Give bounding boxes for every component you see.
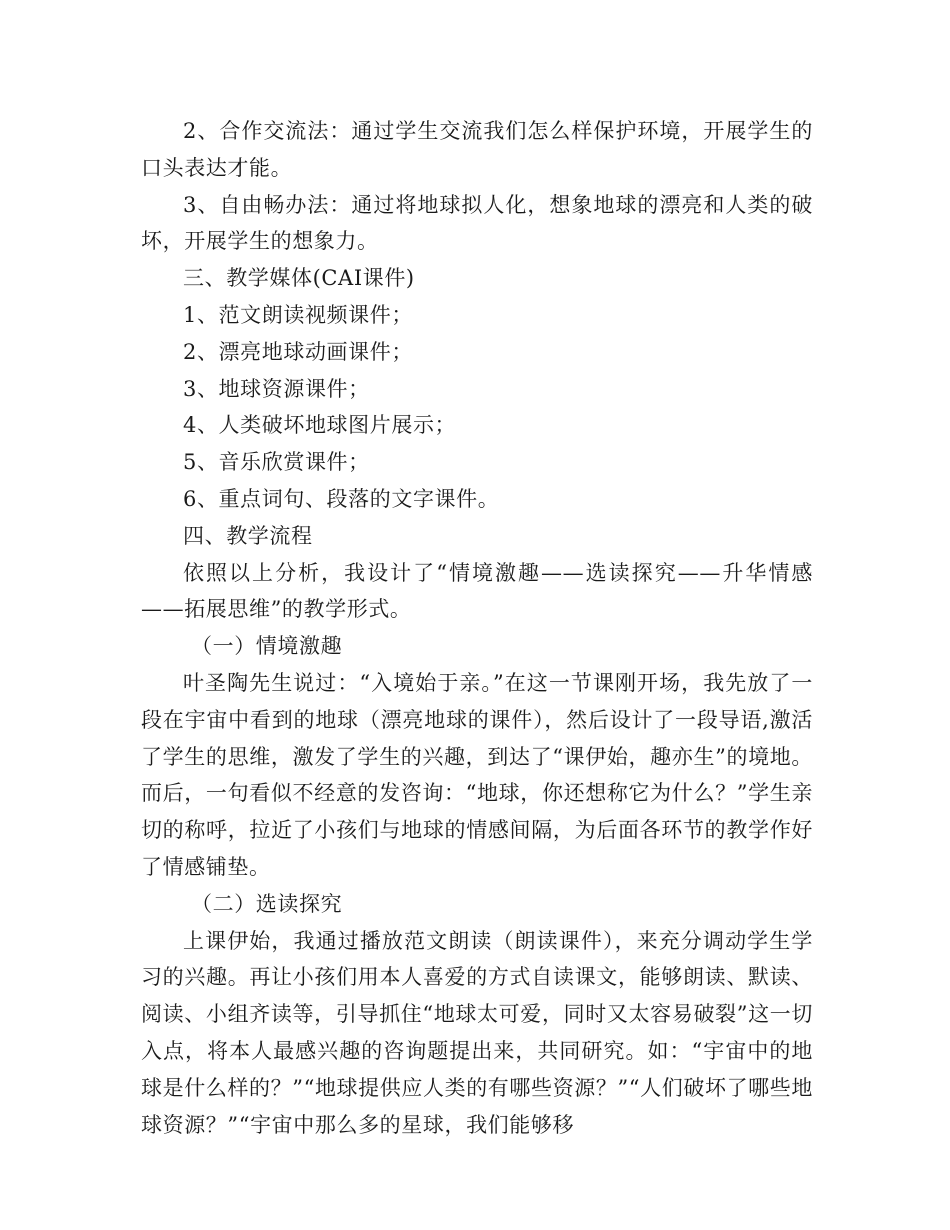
- paragraph-method-3: 3、自由畅办法：通过将地球拟人化，想象地球的漂亮和人类的破坏，开展学生的想象力。: [141, 192, 813, 254]
- list-item-media-1: 1、范文朗读视频课件；: [183, 302, 413, 327]
- paragraph-method-2: 2、合作交流法：通过学生交流我们怎么样保护环境，开展学生的口头表达才能。: [141, 119, 813, 180]
- list-item-media-4: 4、人类破坏地球图片展示；: [183, 413, 457, 438]
- list-item-media-3: 3、地球资源课件；: [183, 376, 370, 401]
- subheading-situation: （一）情境激趣: [191, 634, 343, 659]
- heading-teaching-media: 三、教学媒体(CAI课件): [183, 266, 415, 291]
- list-item-media-5: 5、音乐欣赏课件；: [183, 450, 370, 475]
- paragraph-selected-reading: 上课伊始，我通过播放范文朗读（朗读课件），来充分调动学生学习的兴趣。再让小孩们用本人喜爱的方式自读课文，能够朗读、默读、阅读、小组齐读等，引导抓住“地球太可爱，同时又太容易破裂”这一切入点，将本人最感兴趣的咨询题提出来，共同研究。如：“宇宙中的地球是什么样的？”“地球提供应人类的有哪些资源？”“人们破坏了哪些地球资源？”“宇宙中那么多的星球，我们能够移: [141, 928, 813, 1137]
- list-item-media-6: 6、重点词句、段落的文字课件。: [183, 486, 500, 511]
- paragraph-process-intro: 依照以上分析，我设计了“情境激趣——选读探究——升华情感——拓展思维”的教学形式。: [141, 560, 813, 622]
- list-item-media-2: 2、漂亮地球动画课件；: [183, 339, 413, 364]
- heading-teaching-process: 四、教学流程: [183, 523, 313, 548]
- paragraph-situation: 叶圣陶先生说过：“入境始于亲。”在这一节课刚开场，我先放了一段在宇宙中看到的地球（漂亮地球的课件），然后设计了一段导语,激活了学生的思维，激发了学生的兴趣，到达了“课伊始，趣亦生”的境地。而后，一句看似不经意的发咨询：“地球，你还想称它为什么？”学生亲切的称呼，拉近了小孩们与地球的情感间隔，为后面各环节的教学作好了情感铺垫。: [141, 670, 813, 879]
- subheading-selected-reading: （二）选读探究: [191, 891, 343, 916]
- document-body: [141, 113, 813, 1143]
